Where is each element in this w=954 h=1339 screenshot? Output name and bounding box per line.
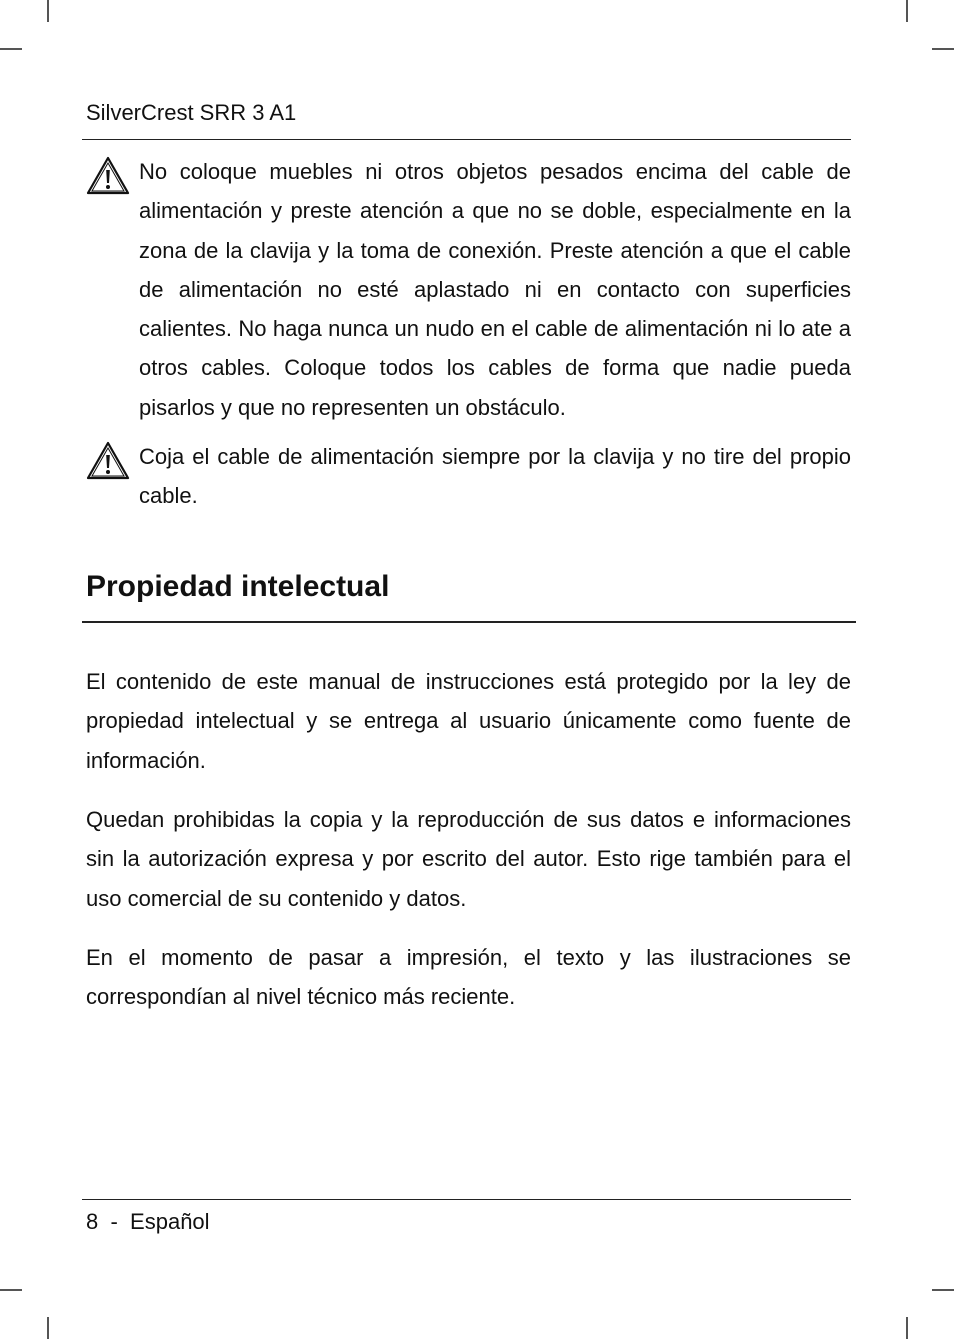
- page-number: 8: [86, 1209, 99, 1234]
- crop-mark-bottom-right: [906, 1317, 908, 1339]
- body-paragraph: El contenido de este manual de instrucciones está protegido por la ley de propiedad intelectual y se entrega al usuario únicamente como fuente de información.: [86, 669, 851, 773]
- crop-mark-top-left-h: [0, 48, 22, 50]
- section-divider: [82, 621, 856, 623]
- body-paragraph: En el momento de pasar a impresión, el texto y las ilustraciones se correspondían al nivel técnico más reciente.: [86, 945, 851, 1010]
- footer-language: Español: [130, 1209, 210, 1234]
- crop-mark-top-right: [906, 0, 908, 22]
- warning-block: [86, 152, 851, 427]
- warning-block: [86, 437, 851, 516]
- warning-text: Coja el cable de alimentación siempre por la clavija y no tire del propio cable.: [139, 444, 851, 509]
- crop-mark-top-left: [47, 0, 49, 22]
- crop-mark-bottom-left-h: [0, 1289, 22, 1291]
- warning-text: No coloque muebles ni otros objetos pesados encima del cable de alimentación y preste atención a que no se doble, especialmente en la zona de la clavija y la toma de conexión. Preste atención a que el cable de alimentación no esté aplastado ni en contacto con superficies calientes. No haga nunca un nudo en el cable de alimentación ni lo ate a otros cables. Coloque todos los cables de forma que nadie pueda pisarlos y que no representen un obstáculo.: [139, 159, 851, 420]
- footer-separator: -: [110, 1209, 118, 1234]
- crop-mark-bottom-left: [47, 1317, 49, 1339]
- section-title: Propiedad intelectual: [86, 570, 390, 603]
- warning-triangle-icon: [86, 156, 130, 196]
- footer-divider: [82, 1199, 851, 1200]
- crop-mark-bottom-right-h: [932, 1289, 954, 1291]
- header-title: SilverCrest SRR 3 A1: [86, 100, 297, 125]
- footer: [86, 1209, 210, 1235]
- warning-triangle-icon: [86, 441, 130, 481]
- crop-mark-top-right-h: [932, 48, 954, 50]
- header-divider: [82, 139, 851, 140]
- body-paragraph: Quedan prohibidas la copia y la reproducción de sus datos e informaciones sin la autorización expresa y por escrito del autor. Esto rige también para el uso comercial de su contenido y datos.: [86, 807, 851, 911]
